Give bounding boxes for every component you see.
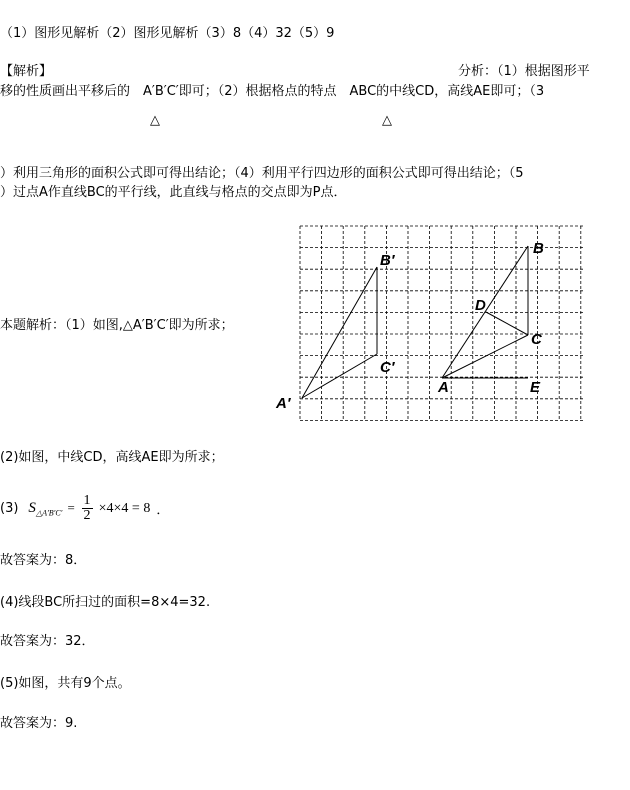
fraction-one-half	[82, 494, 93, 523]
area-formula	[28, 494, 150, 523]
answer-5: 故答案为：9.	[0, 716, 78, 731]
triangle-a-prime-b-prime-c-prime	[302, 267, 377, 398]
triangle-symbol: △	[382, 113, 392, 128]
label-d: D	[475, 297, 486, 314]
label-b: B	[533, 240, 544, 257]
part3-end: ．	[156, 502, 170, 518]
equals-sign: =	[66, 499, 76, 515]
answer-3: 故答案为：8．	[0, 553, 87, 568]
grid-figure	[270, 218, 600, 428]
answer-line: （1）图形见解析（2）图形见解析（3）8（4）32（5）9	[0, 26, 335, 41]
analysis-line-3: ）利用三角形的面积公式即可得出结论；（4）利用平行四边形的面积公式即可得出结论；（5	[0, 166, 524, 181]
solution-part3	[0, 488, 169, 528]
area-product: ×4×4 = 8	[98, 500, 151, 516]
area-subscript: △A′B′C′	[35, 508, 63, 518]
fraction-numerator: 1	[83, 492, 91, 508]
answer-4: 故答案为：32．	[0, 634, 95, 649]
solution-part4: (4)线段BC所扫过的面积=8×4=32.	[0, 595, 211, 610]
label-e: E	[530, 379, 541, 396]
label-c: C	[531, 331, 542, 348]
label-b-prime: B′	[380, 252, 395, 269]
analysis-line-2: 移的性质画出平移后的 A′B′C′即可；（2）根据格点的特点 ABC的中线CD，高线AE即可；（3	[0, 84, 545, 99]
label-c-prime: C′	[380, 359, 395, 376]
fraction-denominator: 2	[83, 507, 91, 523]
solution-part2: (2)如图，中线CD，高线AE即为所求；	[0, 450, 224, 465]
label-a: A	[438, 379, 449, 396]
label-a-prime: A′	[276, 395, 291, 412]
analysis-intro: 分析：（1）根据图形平	[458, 64, 590, 79]
analysis-line-4: ）过点A作直线BC的平行线，此直线与格点的交点即为P点．	[0, 185, 347, 200]
part3-prefix: (3)	[0, 500, 19, 516]
analysis-header: 【解析】	[0, 64, 53, 79]
solution-part5: (5)如图，共有9个点。	[0, 676, 131, 691]
area-symbol: S	[28, 499, 36, 516]
solution-part1: 本题解析：（1）如图,△A′B′C′即为所求；	[0, 318, 234, 333]
triangle-symbol: △	[150, 113, 160, 128]
